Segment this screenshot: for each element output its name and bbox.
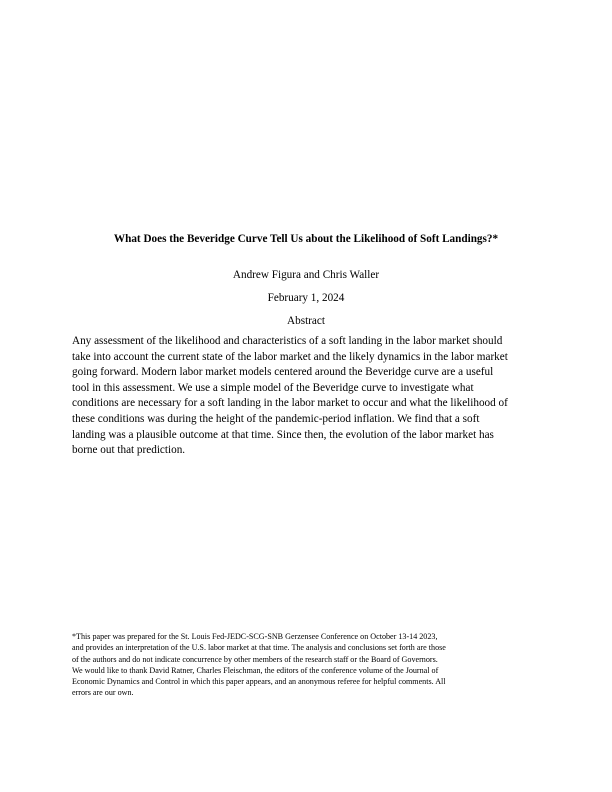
paper-title: What Does the Beveridge Curve Tell Us about the Likelihood of Soft Landings?* — [113, 233, 499, 245]
footnote-line: Economic Dynamics and Control in which this paper appears, and an anonymous referee for helpful comments. All — [72, 677, 446, 687]
abstract-line: landing was a plausible outcome at that time. Since then, the evolution of the labor market has — [72, 428, 494, 441]
paper-authors: Andrew Figura and Chris Waller — [232, 269, 380, 281]
abstract-line: borne out that prediction. — [72, 444, 186, 457]
abstract-line: Any assessment of the likelihood and characteristics of a soft landing in the labor market should — [72, 335, 503, 347]
footnote-line: *This paper was prepared for the St. Louis Fed-JEDC-SCG-SNB Gerzensee Conference on October 13-14 2023, — [72, 632, 438, 641]
abstract-line: tool in this assessment. We use a simple model of the Beveridge curve to investigate what — [72, 381, 474, 394]
abstract-line: conditions are necessary for a soft landing in the labor market to occur and what the likelihood of — [72, 397, 508, 410]
footnote-line: errors are our own. — [72, 688, 134, 698]
footnote-line: and provides an interpretation of the U.S. labor market at that time. The analysis and conclusions set forth are those — [72, 643, 446, 653]
title-footnote — [72, 631, 548, 699]
footnote-line: of the authors and do not indicate concurrence by other members of the research staff or the Board of Governors. — [72, 654, 438, 664]
abstract-line: these conditions was during the height of the pandemic-period inflation. We find that a soft — [72, 412, 480, 425]
paper-date: February 1, 2024 — [267, 292, 345, 304]
abstract-body — [72, 334, 546, 459]
abstract-line: going forward. Modern labor market models centered around the Beveridge curve are a useful — [72, 366, 494, 379]
abstract-heading: Abstract — [287, 315, 325, 327]
footnote-line: We would like to thank David Ratner, Charles Fleischman, the editors of the conference volume of the Journal of — [72, 665, 439, 675]
abstract-line: take into account the current state of the labor market and the likely dynamics in the labor market — [72, 350, 508, 363]
